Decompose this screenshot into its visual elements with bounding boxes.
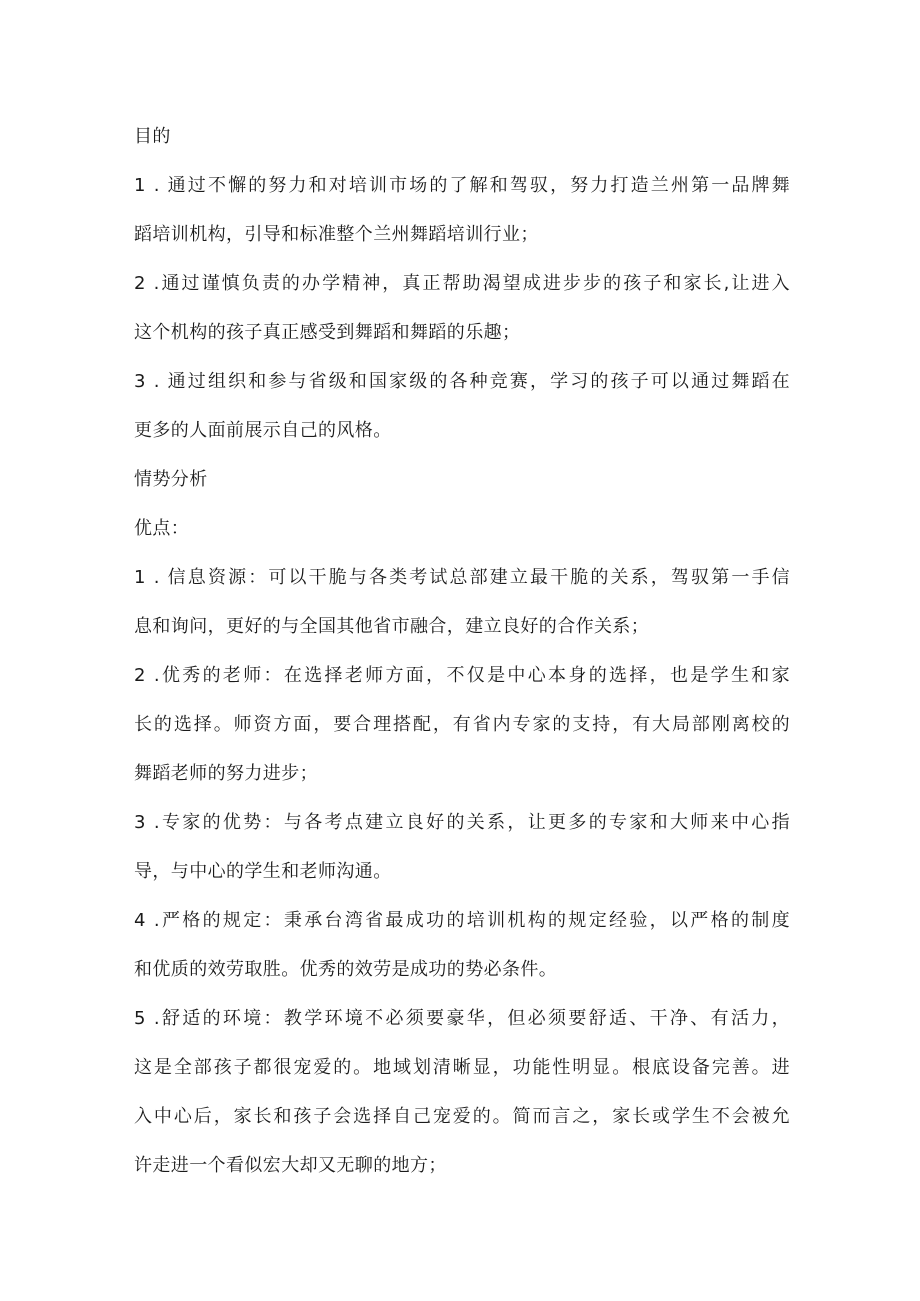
strength-item-2-line-1: 2 .优秀的老师：在选择老师方面，不仅是中心本身的选择，也是学生和家 (134, 665, 790, 686)
strength-item-3-line-2: 导，与中心的学生和老师沟通。 (134, 861, 392, 882)
strength-item-4-line-2: 和优质的效劳取胜。优秀的效劳是成功的势必条件。 (134, 959, 558, 980)
strength-item-5-line-3: 入中心后，家长和孩子会选择自己宠爱的。简而言之，家长或学生不会被允 (134, 1106, 790, 1127)
purpose-item-2-line-2: 这个机构的孩子真正感受到舞蹈和舞蹈的乐趣； (134, 322, 521, 343)
strength-item-1-line-2: 息和询问，更好的与全国其他省市融合，建立良好的合作关系； (134, 616, 650, 637)
purpose-item-1-line-2: 蹈培训机构，引导和标准整个兰州舞蹈培训行业； (134, 224, 539, 245)
heading-situation-analysis: 情势分析 (134, 469, 208, 490)
strength-item-5-line-1: 5 .舒适的环境：教学环境不必须要豪华，但必须要舒适、干净、有活力， (134, 1008, 790, 1029)
purpose-item-2-line-1: 2 .通过谨慎负责的办学精神，真正帮助渴望成进步步的孩子和家长,让进入 (134, 273, 790, 294)
purpose-item-3-line-2: 更多的人面前展示自己的风格。 (134, 420, 392, 441)
strength-item-2-line-3: 舞蹈老师的努力进步； (134, 763, 318, 784)
strength-item-1-line-1: 1 . 信息资源：可以干脆与各类考试总部建立最干脆的关系，驾驭第一手信 (134, 567, 790, 588)
purpose-item-3-line-1: 3 . 通过组织和参与省级和国家级的各种竞赛，学习的孩子可以通过舞蹈在 (134, 371, 790, 392)
strength-item-3-line-1: 3 .专家的优势：与各考点建立良好的关系，让更多的专家和大师来中心指 (134, 812, 790, 833)
document-body (134, 112, 790, 1190)
purpose-item-1-line-1: 1 . 通过不懈的努力和对培训市场的了解和驾驭，努力打造兰州第一品牌舞 (134, 175, 790, 196)
strength-item-5-line-4: 许走进一个看似宏大却又无聊的地方； (134, 1155, 447, 1176)
strength-item-2-line-2: 长的选择。师资方面，要合理搭配，有省内专家的支持，有大局部刚离校的 (134, 714, 790, 735)
strength-item-4-line-1: 4 .严格的规定：秉承台湾省最成功的培训机构的规定经验，以严格的制度 (134, 910, 790, 931)
heading-purpose: 目的 (134, 126, 171, 147)
heading-strengths: 优点： (134, 518, 190, 539)
strength-item-5-line-2: 这是全部孩子都很宠爱的。地域划清晰显，功能性明显。根底设备完善。进 (134, 1057, 790, 1078)
